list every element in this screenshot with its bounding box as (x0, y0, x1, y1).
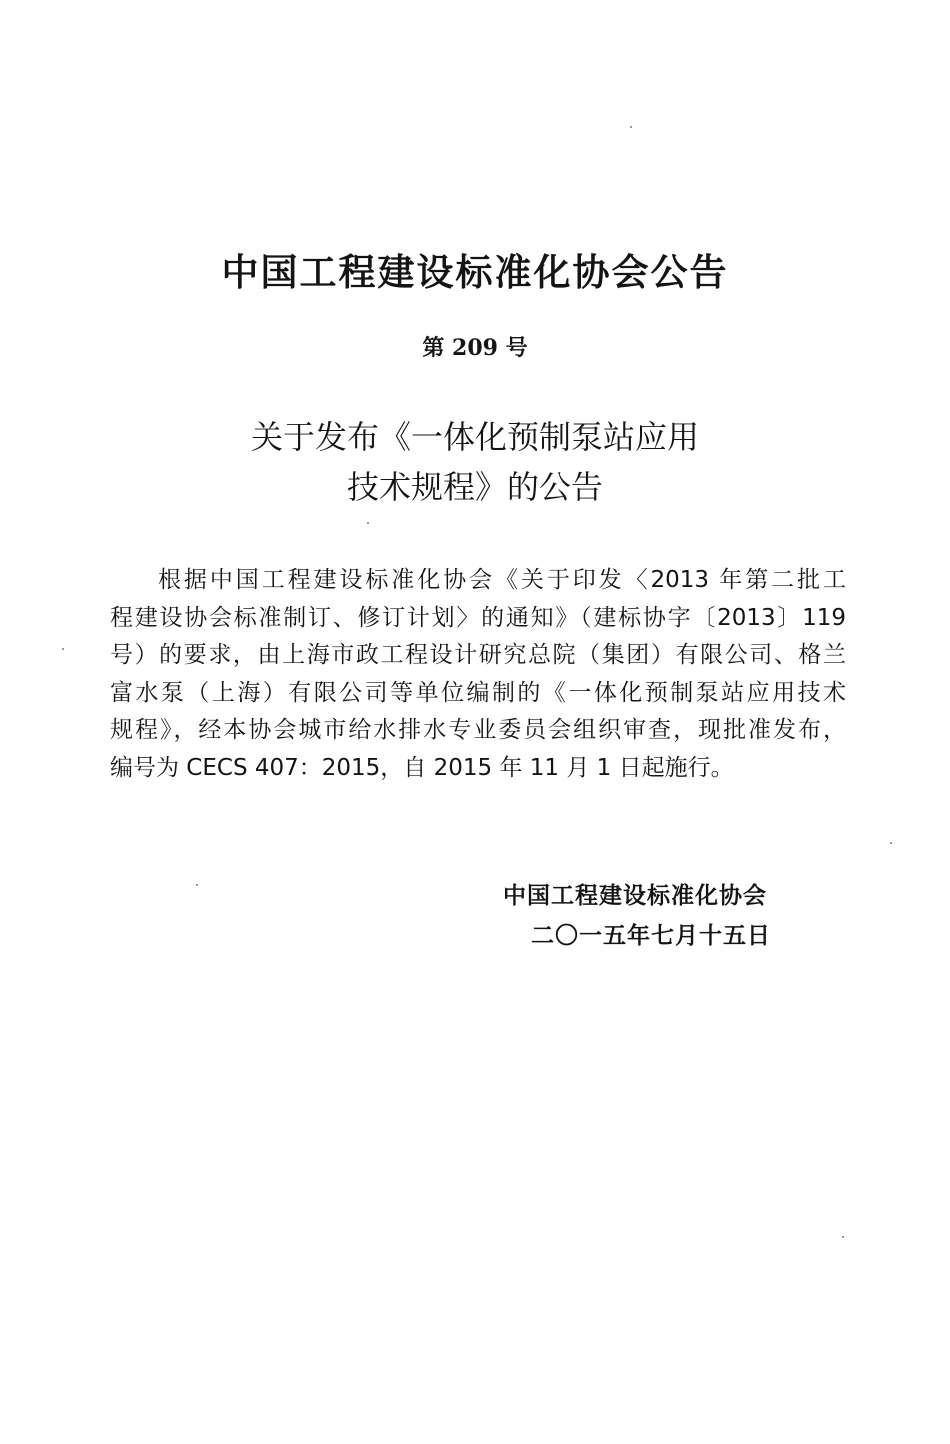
body-line-1: 根据中国工程建设标准化协会《关于印发〈2013 年第二批工 (158, 567, 846, 593)
scan-speck (367, 522, 369, 524)
scan-speck (62, 648, 64, 650)
scan-speck (630, 126, 632, 128)
body-line-3: 号）的要求，由上海市政工程设计研究总院（集团）有限公司、格兰 (110, 642, 846, 668)
document-title-line-1: 关于发布《一体化预制泵站应用 (250, 418, 699, 456)
signature-date: 二〇一五年七月十五日 (531, 923, 771, 949)
scan-speck (890, 842, 892, 844)
document-title (0, 412, 950, 512)
body-line-4: 富水泵（上海）有限公司等单位编制的《一体化预制泵站应用技术 (110, 679, 846, 706)
body-line-5: 规程》，经本协会城市给水排水专业委员会组织审查，现批准发布， (110, 717, 846, 743)
scan-speck (196, 884, 198, 886)
document-title-line-2: 技术规程》的公告 (346, 468, 603, 506)
scan-speck (842, 1236, 844, 1238)
notice-number: 第 209 号 (422, 335, 528, 361)
signature-organization: 中国工程建设标准化协会 (503, 883, 767, 909)
body-line-2: 程建设协会标准制订、修订计划〉的通知》（建标协字〔2013〕119 (110, 604, 846, 631)
organization-title: 中国工程建设标准化协会公告 (221, 251, 729, 294)
body-line-6: 编号为 CECS 407：2015，自 2015 年 11 月 1 日起施行。 (110, 754, 734, 781)
announcement-body (110, 562, 846, 787)
signature-block (503, 876, 803, 956)
